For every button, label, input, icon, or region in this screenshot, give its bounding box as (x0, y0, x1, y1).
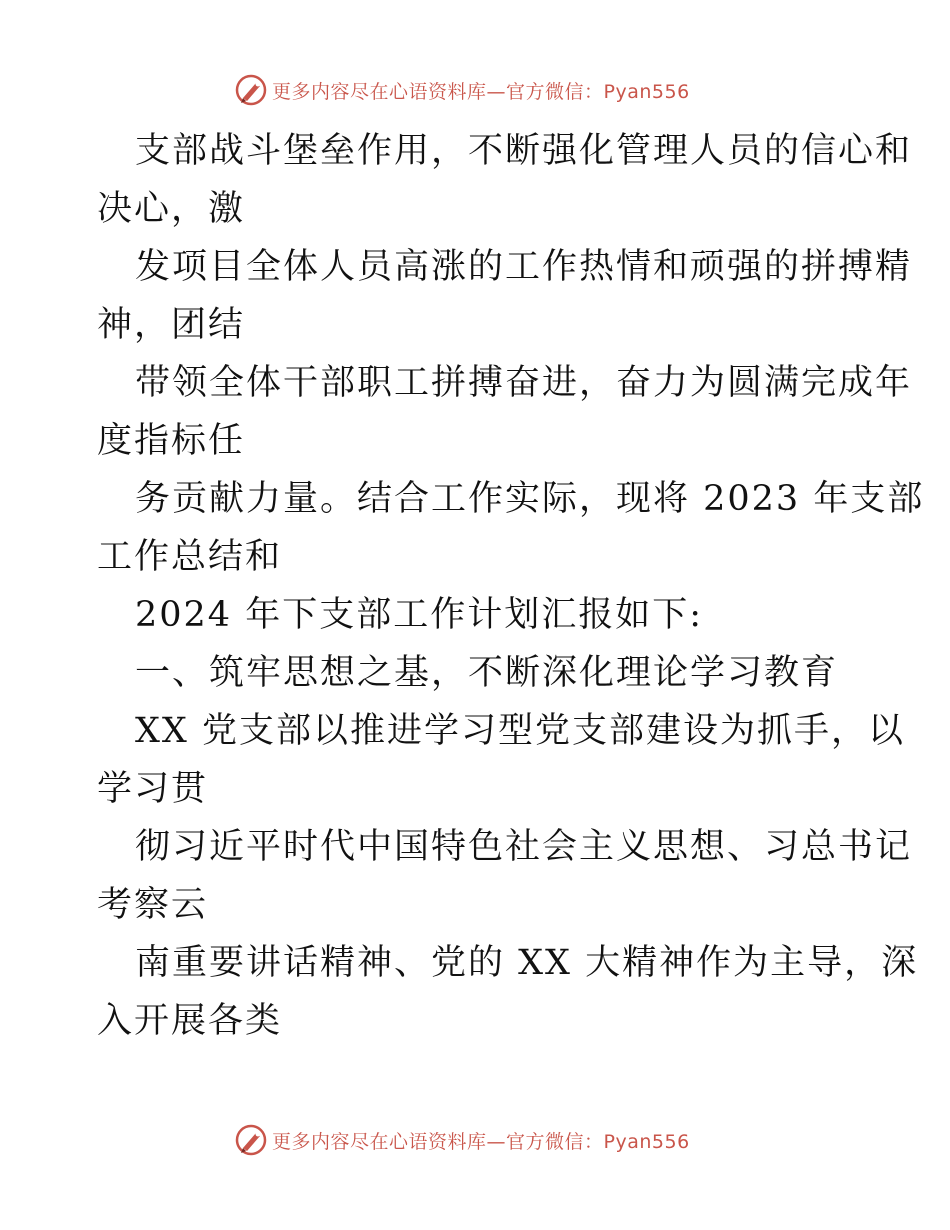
body-line: 发项目全体人员高涨的工作热情和顽强的拼搏精 (135, 247, 913, 287)
body-line: 南重要讲话精神、党的 XX 大精神作为主导，深 (135, 943, 919, 983)
pen-logo-icon (234, 1123, 268, 1157)
body-line: 度指标任 (97, 421, 246, 461)
document-body (97, 122, 925, 1050)
body-line: 工作总结和 (97, 537, 283, 577)
header-banner (234, 72, 690, 108)
body-line: 入开展各类 (97, 1001, 283, 1041)
body-line: 决心，激 (97, 189, 246, 229)
body-line: 务贡献力量。结合工作实际，现将 2023 年支部 (135, 479, 925, 519)
header-banner-text: 更多内容尽在心语资料库—官方微信：Pyan556 (272, 80, 690, 103)
body-line: 考察云 (97, 885, 209, 925)
footer-banner (234, 1122, 690, 1158)
body-line: 支部战斗堡垒作用，不断强化管理人员的信心和 (135, 131, 913, 171)
body-line: 彻习近平时代中国特色社会主义思想、习总书记 (135, 827, 913, 867)
body-line: 带领全体干部职工拼搏奋进，奋力为圆满完成年 (135, 363, 913, 403)
section-heading: 一、筑牢思想之基，不断深化理论学习教育 (135, 653, 839, 693)
pen-logo-icon (234, 73, 268, 107)
body-line: 学习贯 (97, 769, 209, 809)
footer-banner-text: 更多内容尽在心语资料库—官方微信：Pyan556 (272, 1130, 690, 1153)
body-line: 2024 年下支部工作计划汇报如下: (135, 595, 703, 635)
body-line: XX 党支部以推进学习型党支部建设为抓手，以 (135, 711, 905, 751)
body-line: 神，团结 (97, 305, 246, 345)
